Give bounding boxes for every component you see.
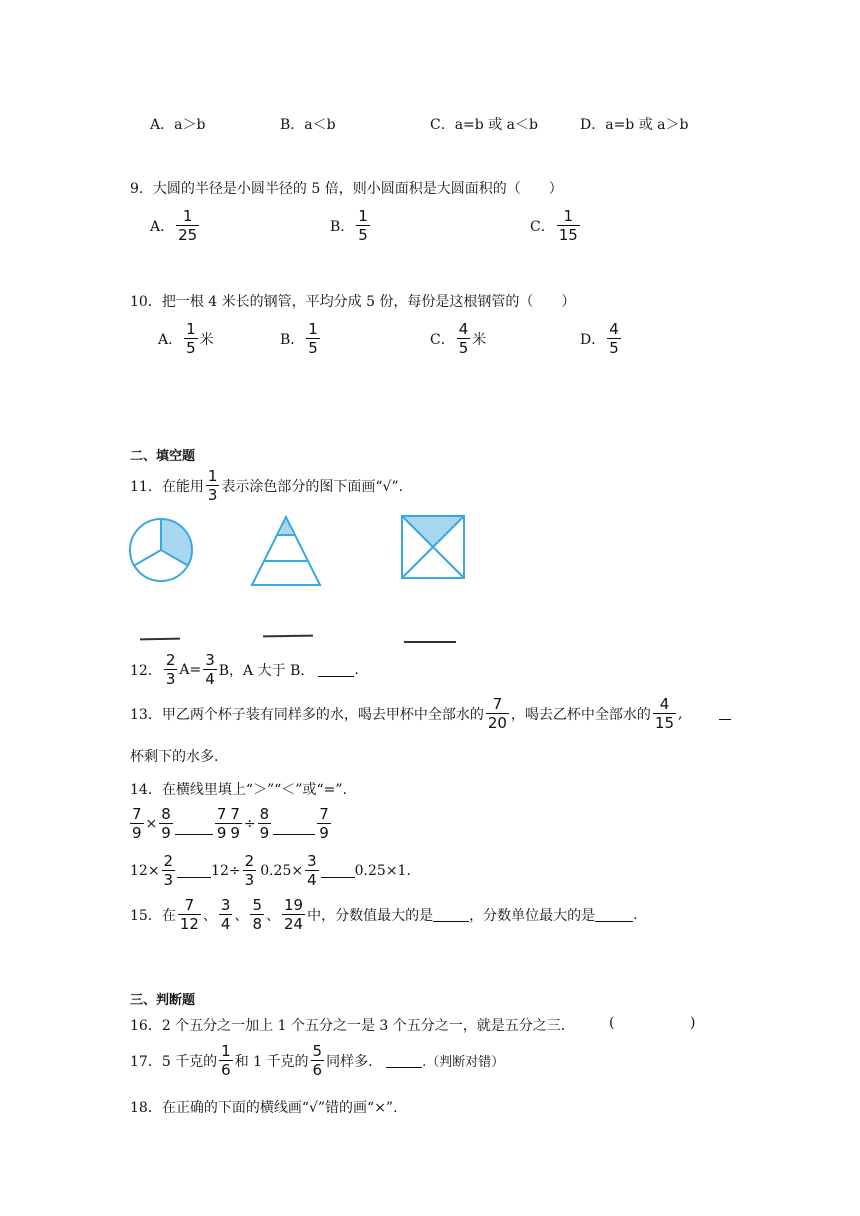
q14-r2-a: 12× [130,862,160,879]
q12-mid2: B，A 大于 B． [218,662,315,679]
q15 [130,897,638,932]
section-judge-title: 三、判断题 [130,993,196,1008]
denominator: 5 [358,226,368,244]
denominator: 4 [205,670,215,688]
q14-stem: 14．在横线里填上“＞”“＜”或“=”. [130,782,347,798]
q12-fraction-2 [203,652,217,687]
denominator: 15 [654,714,675,732]
q17-pre: 17．5 千克的 [130,1053,218,1070]
denominator: 6 [221,1061,231,1079]
q18-text: 18．在正确的下面的横线画“√”错的画“×”. [130,1100,398,1116]
q11-post: 表示涂色部分的图下面画“√”. [221,478,404,495]
q11-circle-figure [128,517,194,583]
numerator: 8 [161,805,171,823]
denominator: 5 [186,339,196,357]
denominator: 5 [609,339,619,357]
q10-a-label: A． [158,331,183,348]
denominator: 5 [458,339,469,357]
q11-answer-line-3[interactable] [404,641,456,643]
q17-post: .（判断对错） [422,1055,505,1070]
q17-fraction-1 [219,1043,233,1078]
q14-r2-blank-2[interactable] [321,863,355,878]
q17-mid2: 同样多． [326,1053,383,1070]
q14-r1-fraction-3 [215,806,229,841]
q16-paren-left: ( [609,1015,615,1031]
q13-post: , [678,705,683,722]
q10-d-fraction [607,321,621,356]
q11-square-figure [400,514,466,580]
q9-a-fraction [176,208,199,243]
q10-c-fraction [457,321,471,356]
q15-fraction-1 [178,897,201,932]
q17 [130,1043,504,1078]
denominator: 4 [220,915,231,933]
q11-fraction [206,468,220,503]
q13-line-1 [130,696,682,731]
q10-b-fraction [306,321,320,356]
denominator: 9 [161,824,171,842]
q14-row-1 [128,806,333,841]
q12-pre: 12． [130,662,162,679]
numerator: 7 [216,805,227,823]
numerator: 1 [186,320,196,338]
numerator: 3 [220,896,231,914]
denominator: 15 [558,226,578,244]
q11-answer-line-1[interactable] [140,638,180,641]
q14-r1-blank-1[interactable] [175,812,213,835]
q8-option-d: D．a=b 或 a＞b [580,117,689,133]
q13-line-2: 杯剩下的水多. [130,749,219,765]
numerator: 3 [307,852,317,870]
q12-fraction-1 [164,652,178,687]
q14-r1-fraction-1 [130,806,144,841]
q13-pre: 13．甲乙两个杯子装有同样多的水，喝去甲杯中全部水的 [130,706,484,723]
q10-option-d [580,321,623,356]
q16-text: 16．2 个五分之一加上 1 个五分之一是 3 个五分之一，就是五分之三． [130,1018,575,1034]
denominator: 9 [319,824,329,842]
q17-mid: 和 1 千克的 [234,1053,309,1070]
q9-c-label: C． [530,218,555,235]
q10-a-fraction [184,321,198,356]
denominator: 3 [163,871,174,889]
q14-r1-fraction-2 [159,806,173,841]
q13-answer-blank[interactable] [719,719,731,720]
denominator: 9 [216,824,227,842]
numerator: 4 [609,320,619,338]
q10-d-label: D． [580,331,606,348]
q9-option-b [330,208,372,243]
denominator: 25 [178,226,198,244]
numerator: 5 [252,896,263,914]
q10-stem: 10．把一根 4 米长的钢管，平均分成 5 份，每份是这根钢管的（ ） [130,294,576,310]
q10-option-b [280,321,322,356]
q15-fraction-3 [250,897,264,932]
q17-answer-blank[interactable] [386,1053,422,1068]
q15-mid2: ，分数单位最大的是 [469,907,596,924]
numerator: 4 [458,320,469,338]
q15-fraction-2 [219,897,233,932]
q9-b-fraction [356,208,370,243]
q9-c-fraction [557,208,580,243]
numerator: 3 [205,651,215,669]
denominator: 12 [179,915,199,933]
q10-a-unit: 米 [199,331,214,348]
denominator: 9 [132,824,142,842]
q14-r2-d: 0.25×1. [354,862,411,879]
q14-r2-fraction-a [162,853,176,888]
q11-pre: 11．在能用 [130,478,204,495]
q10-option-c [430,321,486,356]
numerator: 7 [184,896,195,914]
denominator: 8 [252,915,263,933]
q9-option-a [150,208,201,243]
numerator: 5 [312,1042,323,1060]
q8-option-a: A．a＞b [150,117,206,133]
denominator: 6 [312,1061,323,1079]
numerator: 1 [221,1042,231,1060]
denominator: 4 [307,871,317,889]
q17-fraction-2 [311,1043,325,1078]
q12-mid1: A= [179,661,202,678]
numerator: 7 [132,805,142,823]
numerator: 2 [163,852,174,870]
q14-r2-fraction-b [243,853,257,888]
denominator: 24 [284,915,304,933]
q11-answer-line-2[interactable] [263,635,313,638]
q14-r1-blank-2[interactable] [273,812,315,835]
circle-radius [134,550,161,566]
q11-triangle-figure [250,515,322,587]
q10-c-unit: 米 [472,331,487,348]
denominator: 20 [487,714,507,732]
q11-stem [130,468,403,503]
q15-pre: 15．在 [130,907,176,924]
q15-mid: 中，分数值最大的是 [307,907,434,924]
numerator: 1 [207,467,218,485]
numerator: 4 [659,695,670,713]
q14-row-2 [130,853,411,888]
denominator: 5 [308,339,318,357]
q14-r1-fraction-5 [258,806,272,841]
q12-post: . [354,661,359,678]
q14-r1-fraction-6 [317,806,331,841]
q8-option-c: C．a=b 或 a＜b [430,117,538,133]
q15-sep-3: 、 [266,907,281,924]
section-fill-in-title: 二、填空题 [130,449,196,464]
numerator: 1 [308,320,318,338]
q15-sep-2: 、 [234,907,249,924]
numerator: 1 [358,207,368,225]
numerator: 1 [182,207,193,225]
q14-r2-b: 12÷ [211,862,241,879]
q14-r2-fraction-c [305,853,319,888]
q15-answer-blank-1[interactable] [433,907,469,922]
numerator: 2 [165,651,176,669]
numerator: 8 [259,805,270,823]
q9-b-label: B． [330,218,355,235]
denominator: 3 [165,670,176,688]
q13-fraction-2 [653,696,676,731]
q12 [130,652,359,687]
denominator: 3 [207,486,218,504]
q16-paren-right: ) [690,1015,696,1031]
q13-fraction-1 [486,696,509,731]
denominator: 9 [230,824,240,842]
denominator: 3 [244,871,255,889]
numerator: 19 [284,896,304,914]
q9-stem: 9．大圆的半径是小圆半径的 5 倍，则小圆面积是大圆面积的（ ） [130,181,563,197]
numerator: 7 [319,805,329,823]
denominator: 9 [259,824,270,842]
q15-fraction-4 [282,897,305,932]
q8-option-b: B．a＜b [280,117,336,133]
q10-b-label: B． [280,331,305,348]
q9-a-label: A． [150,218,175,235]
q14-r1-fraction-4 [228,806,242,841]
q14-r1-times: × [145,815,158,832]
q10-c-label: C． [430,331,455,348]
q9-option-c [530,208,582,243]
q15-answer-blank-2[interactable] [595,907,633,922]
q14-r2-c: 0.25× [260,862,304,879]
q14-r1-div: ÷ [243,815,256,832]
numerator: 1 [563,207,574,225]
q15-post: . [633,906,638,923]
q13-mid: ，喝去乙杯中全部水的 [510,706,651,723]
numerator: 7 [230,805,240,823]
square-shaded-triangle [402,516,464,547]
q14-r2-blank-1[interactable] [177,863,211,878]
q12-answer-blank[interactable] [318,662,354,677]
q15-sep-1: 、 [202,907,217,924]
numerator: 2 [244,852,255,870]
q10-option-a [158,321,214,356]
numerator: 7 [492,695,503,713]
q16-answer-space[interactable] [620,1015,688,1031]
